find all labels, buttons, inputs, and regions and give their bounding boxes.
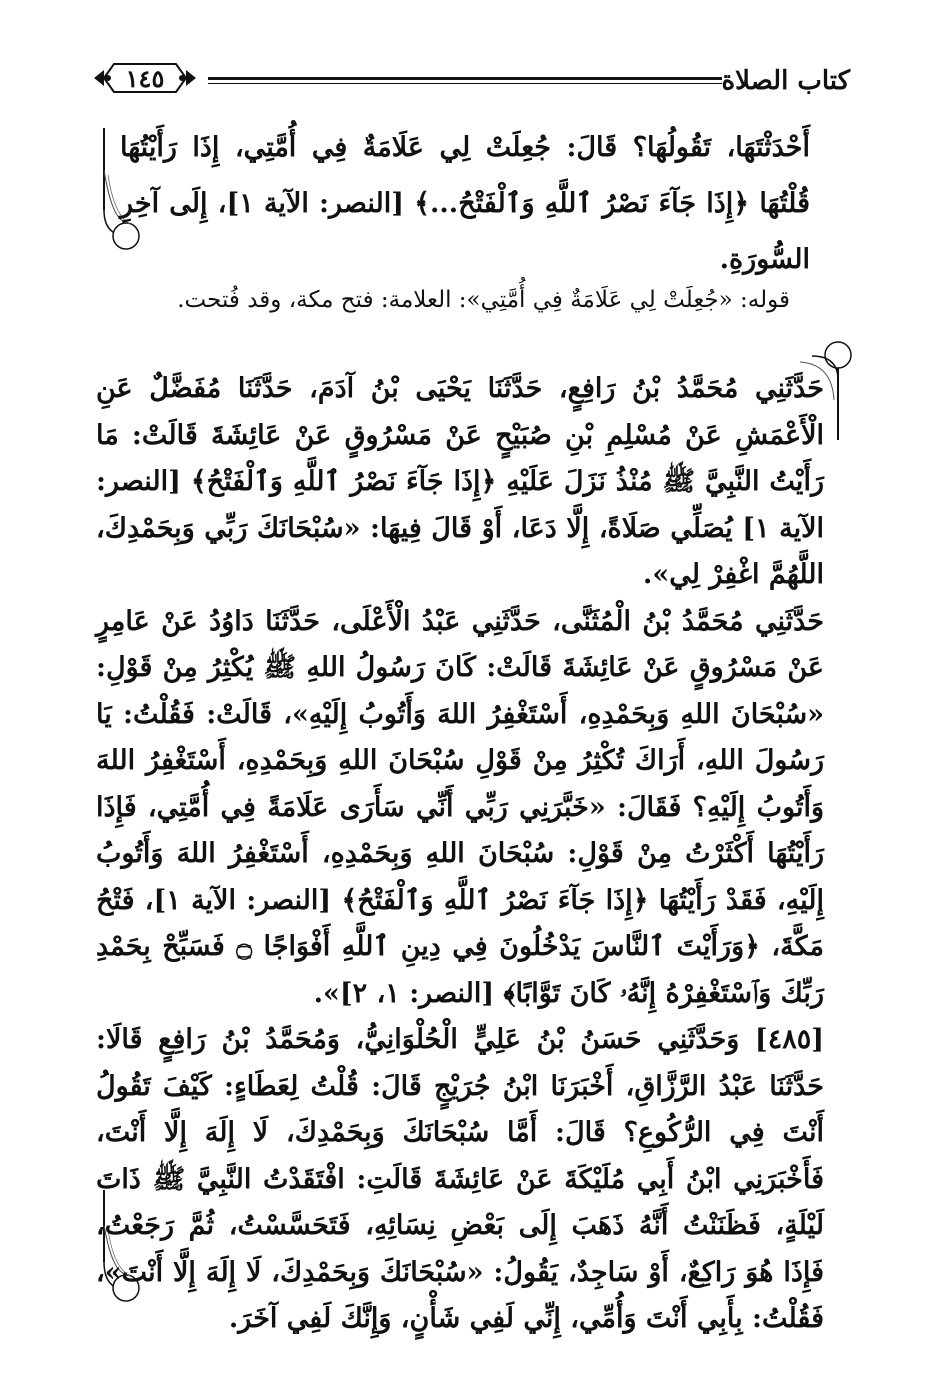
hadith-continuation-text: أَحْدَثْتَهَا، تَقُولُهَا؟ قَالَ: جُعِلَتْ لِي عَلَامَةٌ فِي أُمَّتِي، إِذَا رَأَيْتُهَا قُلْتُهَا ﴿إِذَا جَآءَ نَصْرُ ٱللَّهِ وَٱلْفَتْحُ...﴾ [النصر: الآية ١]، إِلَى آخِرِ السُّورَةِ.	[120, 132, 810, 275]
hadith-paragraph-3: [٤٨٥] وَحَدَّثَنِي حَسَنُ بْنُ عَلِيٍّ الْحُلْوَانِيُّ، وَمُحَمَّدُ بْنُ رَافِعٍ قَالَا: حَدَّثَنَا عَبْدُ الرَّزَّاقِ، أَخْبَرَنَا ابْنُ جُرَيْجٍ قَالَ: قُلْتُ لِعَطَاءٍ: كَيْفَ تَقُولُ أَنْتَ فِي الرُّكُوعِ؟ قَالَ: أَمَّا سُبْحَانَكَ وَبِحَمْدِكَ، لَا إِلَهَ إِلَّا أَنْتَ، فَأَخْبَرَنِي ابْنُ أَبِي مُلَيْكَةَ عَنْ عَائِشَةَ قَالَتِ: افْتَقَدْتُ النَّبِيَّ ﷺ ذَاتَ لَيْلَةٍ، فَظَنَنْتُ أَنَّهُ ذَهَبَ إِلَى بَعْضِ نِسَائِهِ، فَتَحَسَّسْتُ، ثُمَّ رَجَعْتُ، فَإِذَا هُوَ رَاكِعٌ، أَوْ سَاجِدٌ، يَقُولُ: «سُبْحَانَكَ وَبِحَمْدِكَ، لَا إِلَهَ إِلَّا أَنْتَ»، فَقُلْتُ: بِأَبِي أَنْتَ وَأُمِّي، إِنِّي لَفِي شَأْنٍ، وَإِنَّكَ لَفِي آخَرَ.	[96, 1024, 824, 1334]
header-rule	[208, 77, 722, 84]
hadith-section	[96, 366, 824, 1343]
chapter-title: كتاب الصلاة	[721, 66, 850, 96]
running-header	[90, 50, 850, 110]
hadith-paragraph-1: حَدَّثَنِي مُحَمَّدُ بْنُ رَافِعٍ، حَدَّثَنَا يَحْيَى بْنُ آدَمَ، حَدَّثَنَا مُفَضَّلٌ عَنِ الْأَعْمَشِ عَنْ مُسْلِمِ بْنِ صُبَيْحٍ عَنْ مَسْرُوقٍ عَنْ عَائِشَةَ قَالَتْ: مَا رَأَيْتُ النَّبِيَّ ﷺ مُنْذُ نَزَلَ عَلَيْهِ ﴿إِذَا جَآءَ نَصْرُ ٱللَّهِ وَٱلْفَتْحُ﴾ [النصر: الآية ١] يُصَلِّي صَلَاةً، إِلَّا دَعَا، أَوْ قَالَ فِيهَا: «سُبْحَانَكَ رَبِّي وَبِحَمْدِكَ، اللَّهُمَّ اغْفِرْ لِي».	[96, 373, 824, 590]
commentary-text: قوله: «جُعِلَتْ لِي عَلَامَةٌ فِي أُمَّتِي»: العلامة: فتح مكة، وقد فُتحت.	[177, 287, 790, 313]
commentary-note	[130, 282, 790, 318]
hadith-paragraph-2: حَدَّثَنِي مُحَمَّدُ بْنُ الْمُثَنَّى، حَدَّثَنِي عَبْدُ الْأَعْلَى، حَدَّثَنَا دَاوُدُ عَنْ عَامِرٍ عَنْ مَسْرُوقٍ عَنْ عَائِشَةَ قَالَتْ: كَانَ رَسُولُ اللهِ ﷺ يُكْثِرُ مِنْ قَوْلِ: «سُبْحَانَ اللهِ وَبِحَمْدِهِ، أَسْتَغْفِرُ اللهَ وَأَتُوبُ إِلَيْهِ»، قَالَتْ: فَقُلْتُ: يَا رَسُولَ اللهِ، أَرَاكَ تُكْثِرُ مِنْ قَوْلِ سُبْحَانَ اللهِ وَبِحَمْدِهِ، أَسْتَغْفِرُ اللهَ وَأَتُوبُ إِلَيْهِ؟ فَقَالَ: «خَبَّرَنِي رَبِّي أَنِّي سَأَرَى عَلَامَةً فِي أُمَّتِي، فَإِذَا رَأَيْتُهَا أَكْثَرْتُ مِنْ قَوْلِ: سُبْحَانَ اللهِ وَبِحَمْدِهِ، أَسْتَغْفِرُ اللهَ وَأَتُوبُ إِلَيْهِ، فَقَدْ رَأَيْتُهَا ﴿إِذَا جَآءَ نَصْرُ ٱللَّهِ وَٱلْفَتْحُ﴾ [النصر: الآية ١]، فَتْحُ مَكَّةَ، ﴿وَرَأَيْتَ ٱلنَّاسَ يَدْخُلُونَ فِي دِينِ ٱللَّهِ أَفْوَاجًا ۝ فَسَبِّحْ بِحَمْدِ رَبِّكَ وَٱسْتَغْفِرْهُ إِنَّهُۥ كَانَ تَوَّابًا﴾ [النصر: ١، ٢]».	[96, 605, 824, 1009]
page-number: ١٤٥	[125, 64, 165, 93]
hadith-continuation	[120, 120, 810, 288]
page-number-ornament	[90, 56, 200, 100]
